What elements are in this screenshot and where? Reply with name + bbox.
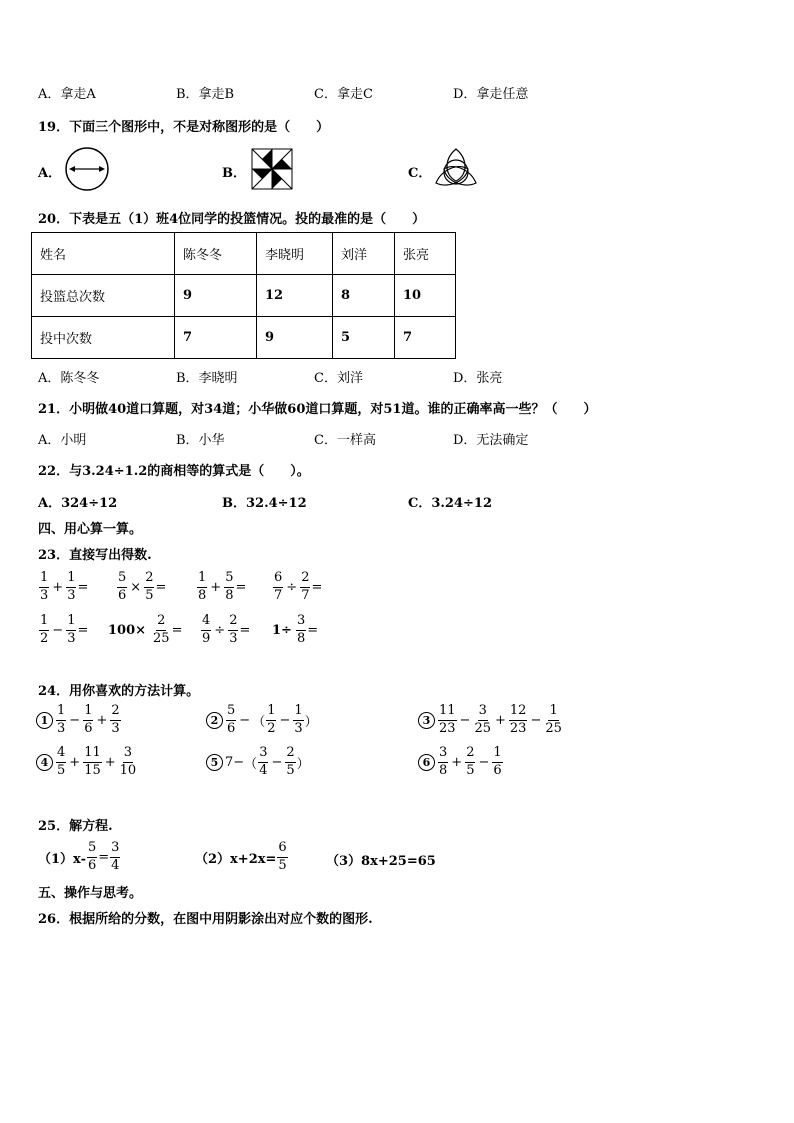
- table-row: [32, 317, 456, 359]
- q24-part-1: 1 $\frac{1}{3}$ − $\frac{1}{6}$ + $\frac{2}{3}$: [36, 704, 122, 737]
- q23-item-5: $\frac{1}{2}$ − $\frac{1}{3}$ =: [40, 613, 89, 646]
- table-cell: 9: [175, 275, 257, 317]
- q20-option-d: D．张亮: [453, 371, 503, 386]
- q20-option-a: A．陈冬冬: [38, 371, 100, 386]
- q25-part-1: （1）x- $\frac{5}{6}$ = $\frac{3}{4}$: [38, 840, 120, 873]
- q18-option-a: A．拿走A: [38, 87, 96, 102]
- table-cell: 8: [333, 275, 395, 317]
- q21-option-c: C．一样高: [314, 433, 376, 448]
- table-header-cell: 陈冬冬: [175, 233, 257, 275]
- table-cell: 投篮总次数: [32, 275, 175, 317]
- circled-number: 4: [36, 754, 53, 771]
- section-5-heading: 五、操作与思考。: [38, 886, 143, 901]
- section-4-heading: 四、用心算一算。: [38, 522, 143, 537]
- q19-stem: 19．下面三个图形中，不是对称图形的是（ ）: [38, 120, 330, 135]
- q23-stem: 23．直接写出得数.: [38, 548, 152, 563]
- circled-number: 2: [206, 712, 223, 729]
- q24-stem: 24．用你喜欢的方法计算。: [38, 684, 200, 699]
- table-cell: 7: [175, 317, 257, 359]
- q22-option-c: C．3.24÷12: [408, 496, 492, 511]
- trefoil-knot-icon: [432, 145, 480, 191]
- q19-label-b: B．: [222, 166, 246, 181]
- q23-item-6: 100× $\frac{2}{25}$ =: [108, 613, 183, 646]
- q25-stem: 25．解方程.: [38, 819, 113, 834]
- q21-stem: 21．小明做40道口算题，对34道；小华做60道口算题，对51道。谁的正确率高一些？（ ）: [38, 402, 597, 417]
- q23-item-8: 1÷ $\frac{3}{8}$ =: [272, 613, 319, 646]
- pinwheel-icon: [249, 146, 295, 192]
- q23-item-3: $\frac{1}{8}$ + $\frac{5}{8}$ =: [198, 570, 247, 603]
- q25-part-3: （3）8x+25=65: [326, 854, 436, 869]
- q25-part-2: （2）x+2x= $\frac{6}{5}$: [195, 840, 287, 873]
- q19-label-a: A．: [38, 166, 62, 181]
- circled-number: 1: [36, 712, 53, 729]
- q18-option-c: C．拿走C: [314, 87, 373, 102]
- q24-part-4: 4 $\frac{4}{5}$ + $\frac{11}{15}$ + $\frac{3}{10}$: [36, 746, 138, 779]
- table-cell: 7: [395, 317, 456, 359]
- table-header-cell: 张亮: [395, 233, 456, 275]
- circle-double-arrow-icon: [62, 145, 112, 193]
- q22-option-b: B．32.4÷12: [222, 496, 307, 511]
- q18-option-b: B．拿走B: [176, 87, 235, 102]
- q19-label-c: C．: [408, 166, 432, 181]
- q21-option-d: D．无法确定: [453, 433, 529, 448]
- table-cell: 12: [257, 275, 333, 317]
- q18-option-d: D．拿走任意: [453, 87, 529, 102]
- q20-option-b: B．李晓明: [176, 371, 238, 386]
- q24-part-6: 6 $\frac{3}{8}$ + $\frac{2}{5}$ − $\frac{1}{6}$: [418, 746, 504, 779]
- table-cell: 5: [333, 317, 395, 359]
- q20-option-c: C．刘洋: [314, 371, 363, 386]
- circled-number: 5: [206, 754, 223, 771]
- table-header-cell: 李晓明: [257, 233, 333, 275]
- q20-table: [31, 232, 456, 359]
- table-header-cell: 姓名: [32, 233, 175, 275]
- q23-item-7: $\frac{4}{9}$ ÷ $\frac{2}{3}$ =: [202, 613, 251, 646]
- table-cell: 10: [395, 275, 456, 317]
- table-cell: 9: [257, 317, 333, 359]
- circled-number: 6: [418, 754, 435, 771]
- q21-option-b: B．小华: [176, 433, 225, 448]
- circled-number: 3: [418, 712, 435, 729]
- q23-item-1: $\frac{1}{3}$ + $\frac{1}{3}$ =: [40, 570, 89, 603]
- table-header-row: [32, 233, 456, 275]
- q20-stem: 20．下表是五（1）班4位同学的投篮情况。投的最准的是（ ）: [38, 212, 426, 227]
- q26-stem: 26．根据所给的分数，在图中用阴影涂出对应个数的图形.: [38, 912, 373, 927]
- q22-option-a: A．324÷12: [38, 496, 118, 511]
- q22-stem: 22．与3.24÷1.2的商相等的算式是（ ）。: [38, 464, 310, 479]
- q23-item-4: $\frac{6}{7}$ ÷ $\frac{2}{7}$ =: [274, 570, 323, 603]
- q24-part-5: 5 7− （ $\frac{3}{4}$ − $\frac{2}{5}$ ）: [206, 746, 310, 779]
- table-row: [32, 275, 456, 317]
- q24-part-2: 2 $\frac{5}{6}$ − （ $\frac{1}{2}$ − $\frac{1}{3}$ ）: [206, 704, 318, 737]
- table-cell: 投中次数: [32, 317, 175, 359]
- q21-option-a: A．小明: [38, 433, 87, 448]
- q24-part-3: 3 $\frac{11}{23}$ − $\frac{3}{25}$ + $\frac{12}{23}$ − $\frac{1}{25}$: [418, 704, 564, 737]
- table-header-cell: 刘洋: [333, 233, 395, 275]
- q23-item-2: $\frac{5}{6}$ × $\frac{2}{5}$ =: [118, 570, 167, 603]
